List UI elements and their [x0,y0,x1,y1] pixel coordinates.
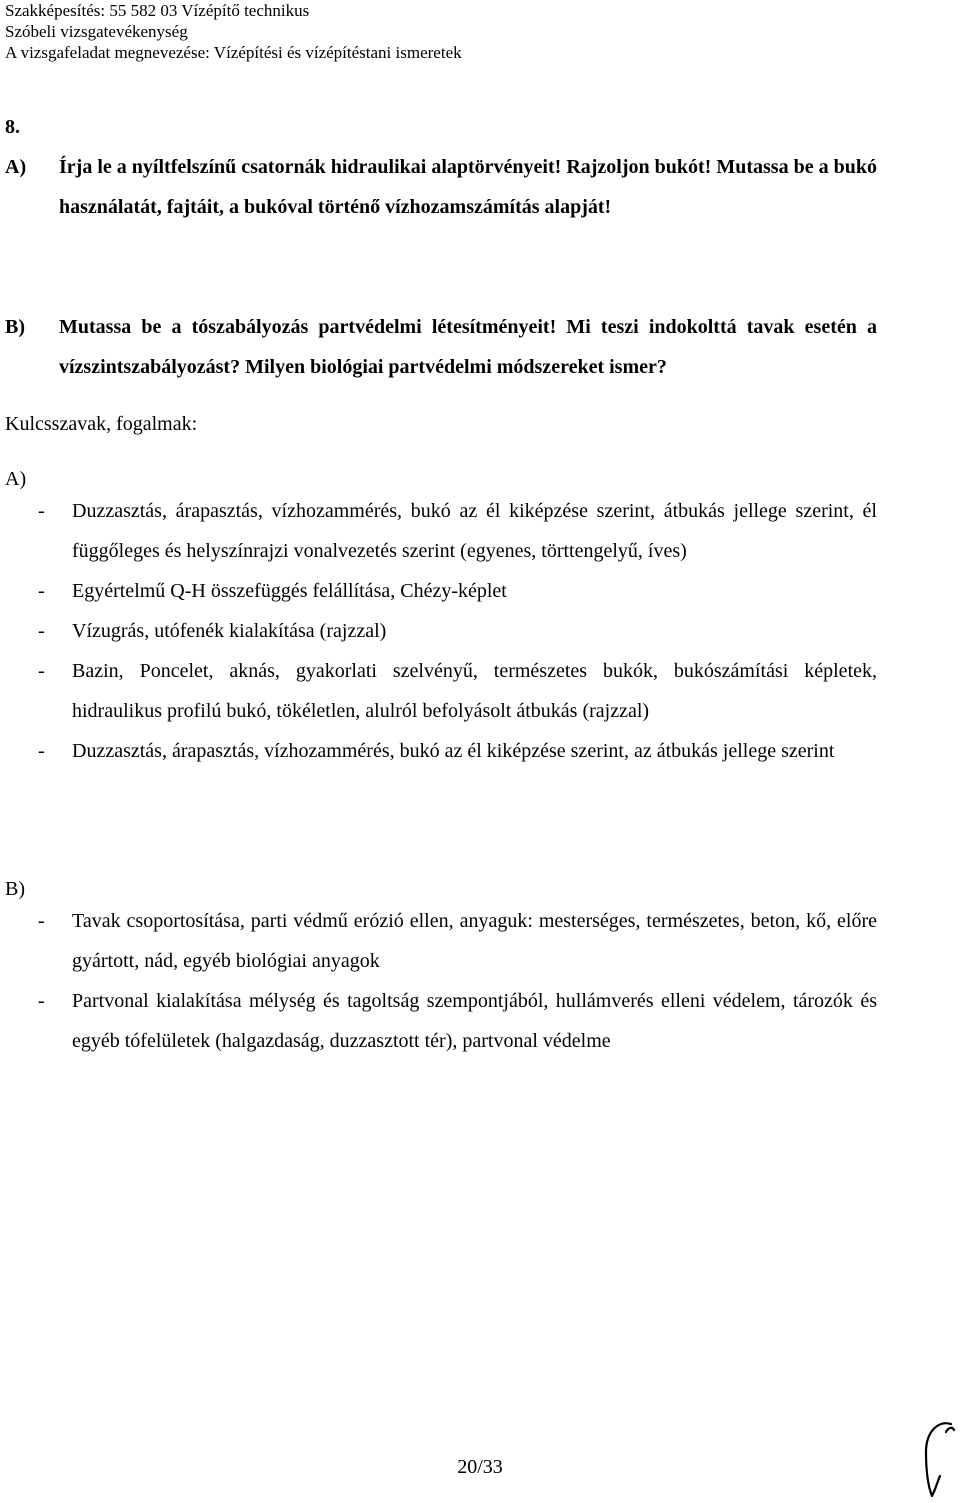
list-item-text: Duzzasztás, árapasztás, vízhozammérés, bukó az él kiképzése szerint, átbukás jellege szerint, él függőleges és helyszínrajzi vonalvezetés szerint (egyenes, törttengelyű, íves) [72,500,877,562]
list-bullet: - [38,910,45,932]
signature-mark [918,1418,958,1500]
list-item-text: Tavak csoportosítása, parti védmű erózió ellen, anyaguk: mesterséges, természetes, beton, kő, előre gyártott, nád, egyéb biológiai anyagok [72,910,877,972]
header-qualification: Szakképesítés: 55 582 03 Vízépítő technikus [5,1,310,20]
list-bullet: - [38,990,45,1012]
list-item-text: Egyértelmű Q-H összefüggés felállítása, Chézy-képlet [72,580,507,602]
page-header [5,0,462,63]
list-item [5,611,877,651]
section-a-list [5,491,877,771]
question-b-label: B) [5,316,25,338]
section-b-label: B) [5,878,25,900]
list-bullet: - [38,580,45,602]
question-a [5,147,877,227]
question-b-text: Mutassa be a tószabályozás partvédelmi létesítményeit! Mi teszi indokolttá tavak esetén a vízszintszabályozást? Milyen biológiai partvédelmi módszereket ismer? [59,316,877,378]
list-item-text: Duzzasztás, árapasztás, vízhozammérés, bukó az él kiképzése szerint, az átbukás jellege szerint [72,740,835,762]
page-number: 20/33 [457,1456,503,1478]
list-item-text: Partvonal kialakítása mélység és tagoltság szempontjából, hullámverés elleni védelem, tározók és egyéb tófelületek (halgazdaság, duzzasztott tér), partvonal védelme [72,990,877,1052]
list-item [5,651,877,731]
list-item [5,901,877,981]
question-a-label: A) [5,156,27,178]
list-bullet: - [38,620,45,642]
section-a-label: A) [5,468,27,490]
header-task-name: A vizsgafeladat megnevezése: Vízépítési és vízépítéstani ismeretek [5,43,462,62]
list-item [5,571,877,611]
question-number: 8. [5,116,20,138]
list-item-text: Bazin, Poncelet, aknás, gyakorlati szelvényű, természetes bukók, bukószámítási képletek, hidraulikus profilú bukó, tökéletlen, alulról befolyásolt átbukás (rajzzal) [72,660,877,722]
list-bullet: - [38,500,45,522]
list-item [5,731,877,771]
section-b-list [5,901,877,1061]
header-activity: Szóbeli vizsgatevékenység [5,22,188,41]
question-a-text: Írja le a nyíltfelszínű csatornák hidraulikai alaptörvényeit! Rajzoljon bukót! Mutassa be a bukó használatát, fajtáit, a bukóval történő vízhozamszámítás alapját! [59,156,877,218]
list-bullet: - [38,740,45,762]
list-item [5,491,877,571]
keywords-title: Kulcsszavak, fogalmak: [5,413,198,435]
question-b [5,307,877,387]
list-item [5,981,877,1061]
list-item-text: Vízugrás, utófenék kialakítása (rajzzal) [72,620,387,642]
list-bullet: - [38,660,45,682]
